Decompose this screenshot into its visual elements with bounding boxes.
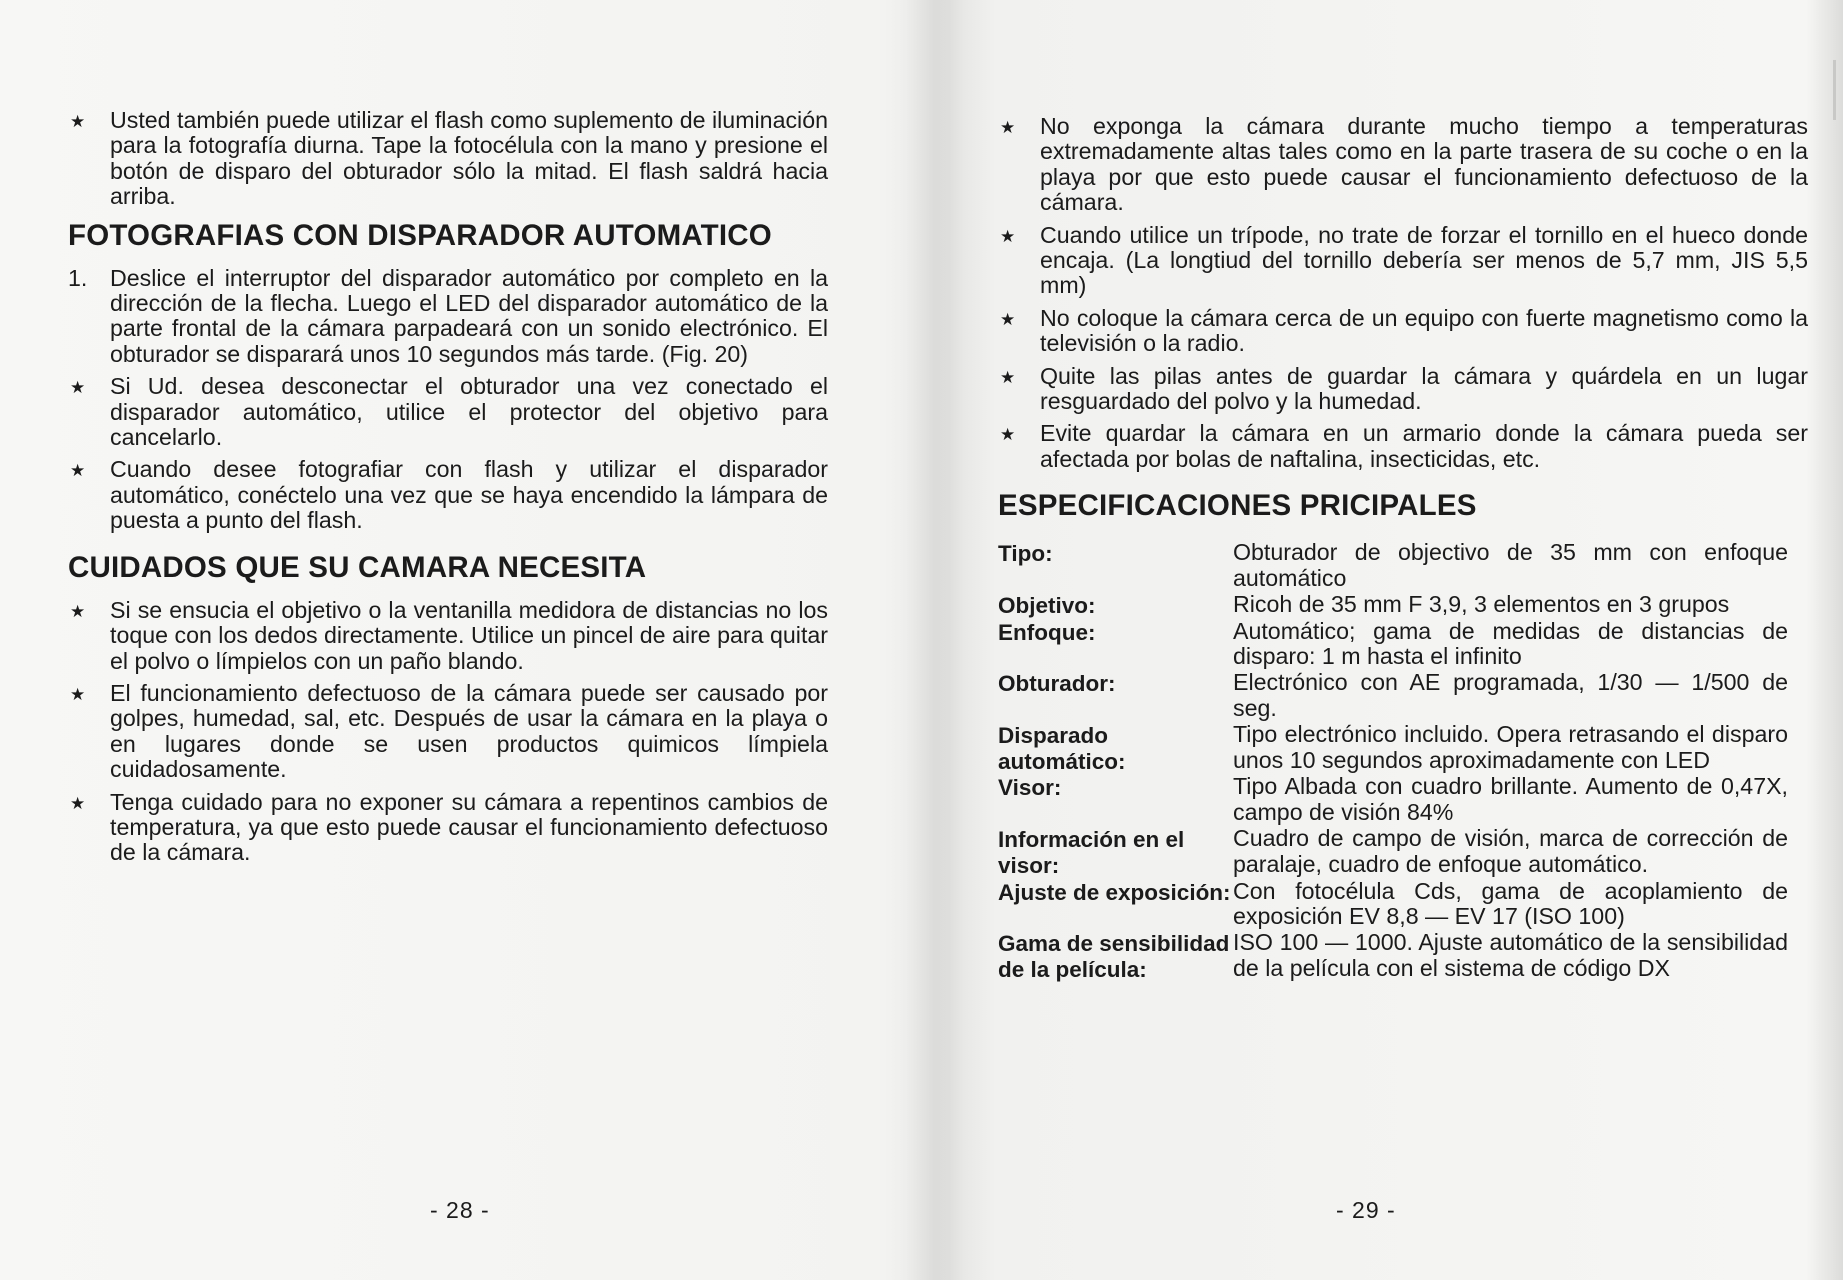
list-item-text: Cuando desee fotografiar con flash y utilizar el disparador automático, conéctelo una vez que se haya encendido la lámpara de puesta a punto del flash. [110, 456, 828, 534]
spec-row [998, 930, 1788, 983]
list-item [998, 306, 1808, 357]
list-item [68, 266, 828, 368]
spec-value: ISO 100 — 1000. Ajuste automático de la sensibilidad de la película con el sistema de código DX [1233, 929, 1788, 982]
right-page-content [998, 114, 1808, 983]
list-item [68, 457, 828, 533]
spec-label: Ajuste de exposición: [998, 879, 1231, 905]
list-item [68, 681, 828, 783]
star-bullet-icon: ★ [70, 684, 86, 704]
list-item-text: No exponga la cámara durante mucho tiempo a temperaturas extremadamente altas tales como en la parte trasera de su coche o en la playa por que esto puede causar el funcionamiento defectuoso de la cámara. [1040, 113, 1808, 216]
star-bullet-icon: ★ [70, 793, 86, 813]
intro-bullet [68, 108, 828, 210]
list-number: 1. [68, 264, 88, 291]
list-item-text: Si Ud. desea desconectar el obturador una vez conectado el disparador automático, utilice el protector del objetivo para cancelarlo. [110, 373, 828, 451]
spec-label: Visor: [998, 775, 1062, 801]
spec-label: Disparado automático: [998, 722, 1126, 774]
list-item-text: Quite las pilas antes de guardar la cámara y quárdela en un lugar resguardado del polvo y la humedad. [1040, 362, 1808, 415]
section-heading-self-timer: FOTOGRAFIAS CON DISPARADOR AUTOMATICO [68, 218, 772, 252]
list-item-text: Deslice el interruptor del disparador automático por completo en la dirección de la flecha. Luego el LED del disparador automático de la parte frontal de la cámara parpadeará con un sonido electrónico. El obturador se disparará unos 10 segundos más tarde. (Fig. 20) [110, 264, 828, 367]
spec-label: Tipo: [998, 541, 1053, 567]
spec-label: Enfoque: [998, 619, 1096, 645]
page-number: - 29 - [1336, 1197, 1396, 1223]
spec-value: Tipo electrónico incluido. Opera retrasando el disparo unos 10 segundos aproximadamente con LED [1233, 720, 1788, 773]
spec-row [998, 619, 1788, 671]
list-item-text: Tenga cuidado para no exponer su cámara a repentinos cambios de temperatura, ya que esto puede causar el funcionamiento defectuoso de la cámara. [110, 788, 828, 866]
section-heading-camera-care: CUIDADOS QUE SU CAMARA NECESITA [68, 550, 647, 584]
star-bullet-icon: ★ [1000, 226, 1016, 246]
spec-row [998, 592, 1788, 619]
list-item [998, 223, 1808, 299]
list-item [68, 790, 828, 866]
spec-value: Cuadro de campo de visión, marca de corrección de paralaje, cuadro de enfoque automático. [1233, 825, 1788, 877]
star-bullet-icon: ★ [70, 461, 86, 481]
specifications-table [998, 540, 1788, 983]
list-item-text: Cuando utilice un trípode, no trate de forzar el tornillo en el hueco donde encaja. (La longtiud del tornillo debería ser menos de 5,7 mm, JIS 5,5 mm) [1040, 221, 1808, 299]
spec-value: Tipo Albada con cuadro brillante. Aumento de 0,47X, campo de visión 84% [1233, 773, 1788, 826]
list-item-text: Si se ensucia el objetivo o la ventanilla medidora de distancias no los toque con los dedos directamente. Utilice un pincel de aire para quitar el polvo o límpielos con un paño blando. [110, 596, 828, 674]
star-bullet-icon: ★ [1000, 425, 1016, 445]
left-page-content [68, 108, 828, 873]
star-bullet-icon: ★ [70, 112, 86, 131]
spec-row [998, 826, 1788, 879]
spec-row [998, 670, 1788, 722]
spec-label: Información en el visor: [998, 827, 1185, 878]
page-28 [0, 0, 910, 1280]
spec-row [998, 722, 1788, 775]
star-bullet-icon: ★ [70, 601, 86, 621]
spec-label: Gama de sensibilidad de la película: [998, 931, 1230, 983]
spec-label: Obturador: [998, 671, 1116, 697]
star-bullet-icon: ★ [1000, 118, 1016, 137]
list-item [998, 421, 1808, 472]
spec-value: Automático; gama de medidas de distancias de disparo: 1 m hasta el infinito [1233, 617, 1788, 670]
page-number: - 28 - [430, 1197, 490, 1223]
section-heading-specifications: ESPECIFICACIONES PRICIPALES [998, 489, 1477, 523]
spec-label: Objetivo: [998, 592, 1096, 618]
list-item [998, 114, 1808, 216]
bullet-text: Usted también puede utilizar el flash como suplemento de iluminación para la fotografía diurna. Tape la fotocélula con la mano y presione el botón de disparo del obturador sólo la mitad. El flash saldrá hacia arriba. [110, 107, 828, 210]
list-item-text: El funcionamiento defectuoso de la cámara puede ser causado por golpes, humedad, sal, etc. Después de usar la cámara en la playa o en lugares donde se usen productos quimicos límpiela cuidadosamente. [110, 679, 828, 783]
spec-value: Obturador de objectivo de 35 mm con enfoque automático [1233, 539, 1788, 592]
spec-value: Electrónico con AE programada, 1/30 — 1/500 de seg. [1233, 669, 1788, 722]
spec-row [998, 879, 1788, 931]
spec-row [998, 774, 1788, 826]
spec-value: Ricoh de 35 mm F 3,9, 3 elementos en 3 grupos [1233, 590, 1730, 617]
list-item-text: Evite quardar la cámara en un armario donde la cámara pueda ser afectada por bolas de naftalina, insecticidas, etc. [1040, 420, 1808, 472]
spec-value: Con fotocélula Cds, gama de acoplamiento de exposición EV 8,8 — EV 17 (ISO 100) [1233, 877, 1788, 930]
list-item [68, 598, 828, 674]
star-bullet-icon: ★ [1000, 367, 1016, 387]
page-29 [940, 0, 1843, 1280]
star-bullet-icon: ★ [70, 378, 86, 398]
list-item-text: No coloque la cámara cerca de un equipo con fuerte magnetismo como la televisión o la radio. [1040, 304, 1808, 357]
star-bullet-icon: ★ [1000, 309, 1016, 329]
list-item [68, 374, 828, 450]
list-item [998, 364, 1808, 415]
spec-row [998, 540, 1788, 592]
